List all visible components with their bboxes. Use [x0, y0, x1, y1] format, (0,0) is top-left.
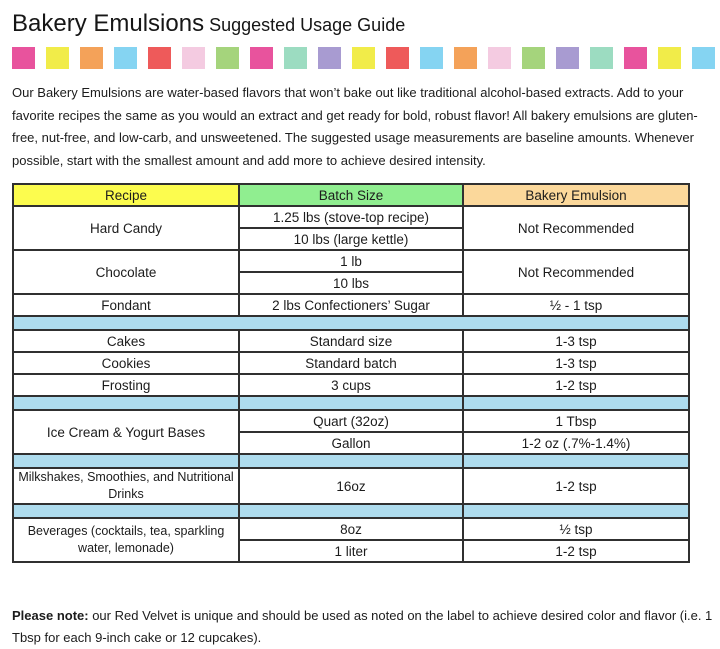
batch-cell: 10 lbs: [239, 272, 463, 294]
batch-cell: 8oz: [239, 518, 463, 540]
batch-cell: 16oz: [239, 468, 463, 504]
palette-square: [148, 47, 171, 69]
palette-square: [80, 47, 103, 69]
recipe-cell: Beverages (cocktails, tea, sparkling water, lemonade): [13, 518, 239, 562]
palette-row: [12, 47, 715, 69]
recipe-cell: Fondant: [13, 294, 239, 316]
separator-band: [463, 396, 689, 410]
palette-square: [658, 47, 681, 69]
batch-cell: Quart (32oz): [239, 410, 463, 432]
row-milkshakes: [13, 468, 689, 504]
row-ice-cream: [13, 410, 689, 432]
title-main: Bakery Emulsions: [12, 10, 205, 37]
palette-square: [182, 47, 205, 69]
palette-square: [386, 47, 409, 69]
page-title: [12, 10, 712, 38]
separator-band: [239, 396, 463, 410]
recipe-cell: Frosting: [13, 374, 239, 396]
separator-band: [13, 504, 239, 518]
row-fondant: [13, 294, 689, 316]
separator-band: [13, 316, 689, 330]
separator-band: [239, 504, 463, 518]
separator-row: [13, 396, 689, 410]
palette-square: [284, 47, 307, 69]
recipe-cell: Milkshakes, Smoothies, and Nutritional Drinks: [13, 468, 239, 504]
row-hard-candy: [13, 206, 689, 228]
recipe-cell: Hard Candy: [13, 206, 239, 250]
emulsion-cell: 1-3 tsp: [463, 330, 689, 352]
emulsion-cell: 1-2 tsp: [463, 374, 689, 396]
separator-band: [239, 454, 463, 468]
palette-square: [692, 47, 715, 69]
palette-square: [114, 47, 137, 69]
recipe-cell: Cakes: [13, 330, 239, 352]
separator-row: [13, 454, 689, 468]
row-frosting: [13, 374, 689, 396]
column-header-batch-size: Batch Size: [239, 184, 463, 206]
palette-square: [624, 47, 647, 69]
palette-square: [454, 47, 477, 69]
recipe-cell: Ice Cream & Yogurt Bases: [13, 410, 239, 454]
emulsion-cell: 1-2 tsp: [463, 468, 689, 504]
separator-band: [13, 454, 239, 468]
palette-square: [352, 47, 375, 69]
palette-square: [420, 47, 443, 69]
batch-cell: 10 lbs (large kettle): [239, 228, 463, 250]
separator-band: [13, 396, 239, 410]
emulsion-cell: 1 Tbsp: [463, 410, 689, 432]
palette-square: [46, 47, 69, 69]
row-chocolate: [13, 250, 689, 272]
batch-cell: Gallon: [239, 432, 463, 454]
footer-note-label: Please note:: [12, 608, 89, 623]
column-header-recipe: Recipe: [13, 184, 239, 206]
batch-cell: 1 liter: [239, 540, 463, 562]
footer-note-text: our Red Velvet is unique and should be used as noted on the label to achieve desired color and flavor (i.e. 1 Tbsp for each 9-inch cake or 12 cupcakes).: [12, 608, 713, 645]
batch-cell: 3 cups: [239, 374, 463, 396]
emulsion-cell: 1-2 tsp: [463, 540, 689, 562]
footer-note: [12, 605, 714, 649]
separator-band: [463, 454, 689, 468]
batch-cell: 1.25 lbs (stove-top recipe): [239, 206, 463, 228]
column-header-bakery-emulsion: Bakery Emulsion: [463, 184, 689, 206]
intro-paragraph: Our Bakery Emulsions are water-based flavors that won’t bake out like traditional alcohol-based extracts. Add to your favorite recipes the same as you would an extract and get ready for bold, robust flavor! All bakery emulsions are gluten-free, nut-free, and low-carb, and unsweetened. The suggested usage measurements are baseline amounts. Whenever possible, start with the smallest amount and add more to achieve desired intensity.: [12, 85, 698, 168]
recipe-cell: Cookies: [13, 352, 239, 374]
emulsion-cell: 1-3 tsp: [463, 352, 689, 374]
emulsion-cell: ½ tsp: [463, 518, 689, 540]
palette-square: [318, 47, 341, 69]
emulsion-cell: ½ - 1 tsp: [463, 294, 689, 316]
separator-row: [13, 504, 689, 518]
batch-cell: 1 lb: [239, 250, 463, 272]
emulsion-cell: Not Recommended: [463, 206, 689, 250]
palette-square: [522, 47, 545, 69]
palette-square: [12, 47, 35, 69]
palette-square: [216, 47, 239, 69]
batch-cell: Standard size: [239, 330, 463, 352]
batch-cell: 2 lbs Confectioners’ Sugar: [239, 294, 463, 316]
palette-square: [250, 47, 273, 69]
palette-square: [556, 47, 579, 69]
usage-table: [12, 183, 690, 563]
separator-band: [463, 504, 689, 518]
row-cakes: [13, 330, 689, 352]
emulsion-cell: 1-2 oz (.7%-1.4%): [463, 432, 689, 454]
recipe-cell: Chocolate: [13, 250, 239, 294]
separator-row: [13, 316, 689, 330]
row-beverages: [13, 518, 689, 540]
palette-square: [488, 47, 511, 69]
emulsion-cell: Not Recommended: [463, 250, 689, 294]
row-cookies: [13, 352, 689, 374]
header-row: [13, 184, 689, 206]
title-subtitle: Suggested Usage Guide: [209, 15, 406, 35]
palette-square: [590, 47, 613, 69]
batch-cell: Standard batch: [239, 352, 463, 374]
